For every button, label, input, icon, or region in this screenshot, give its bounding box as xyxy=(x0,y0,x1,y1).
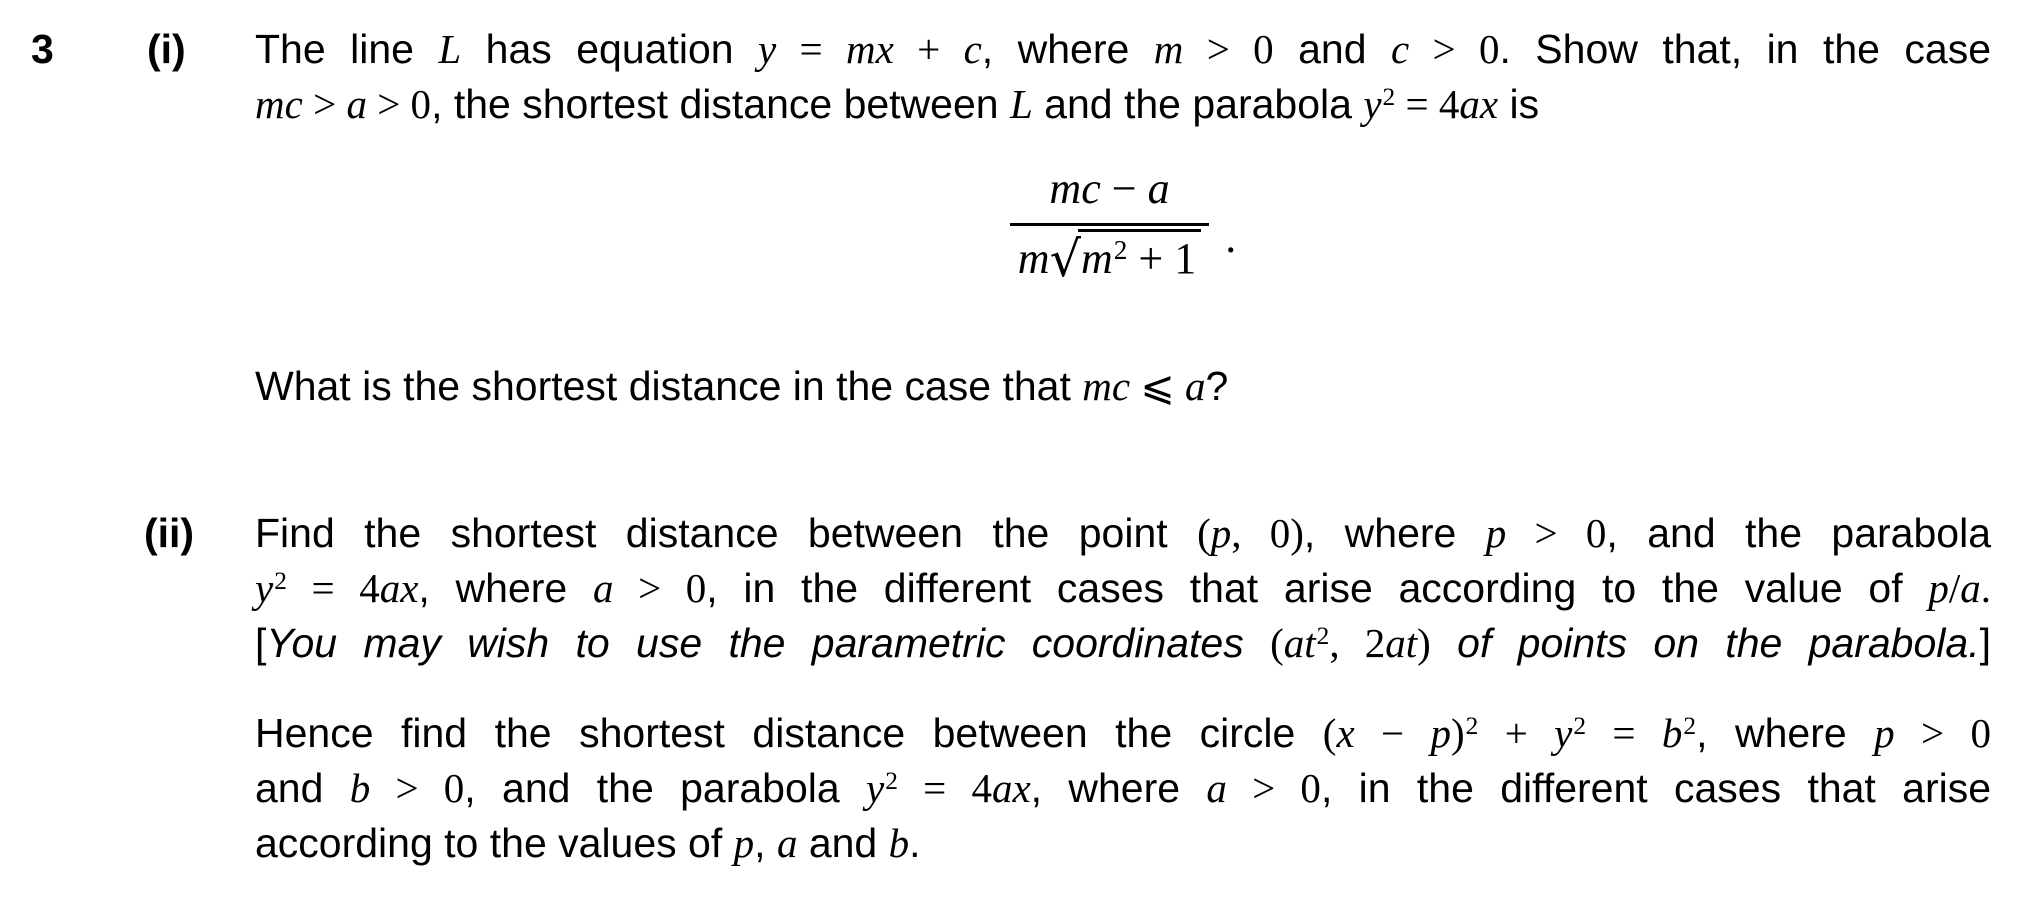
math-variable: a xyxy=(1960,565,1981,611)
denominator-coefficient: m xyxy=(1017,234,1050,283)
question-number: 3 xyxy=(31,26,54,72)
math-roman: ( xyxy=(1322,710,1337,756)
math-variable: x xyxy=(1336,710,1355,756)
part-ii-paragraph-2 xyxy=(255,706,1991,871)
radicand xyxy=(1078,229,1201,283)
math-variable: y xyxy=(1554,710,1573,756)
math-variable: c xyxy=(1390,26,1410,72)
math-roman: = 4 xyxy=(897,765,992,811)
math-superscript: 2 xyxy=(885,767,898,796)
italic-text-run: You may wish to use the parametric coordinates xyxy=(266,620,1271,666)
text-run: , in the different cases that arise according to the value of xyxy=(706,565,1929,611)
math-superscript: 2 xyxy=(1382,83,1396,112)
math-roman: − xyxy=(1100,164,1148,213)
part-ii-line-2 xyxy=(255,561,1991,616)
text-run: and xyxy=(1273,26,1391,72)
text-run: and the parabola xyxy=(1032,81,1364,127)
text-run: is xyxy=(1498,81,1540,127)
math-roman: , 2 xyxy=(1329,620,1386,666)
fraction xyxy=(1010,164,1209,288)
math-superscript: 2 xyxy=(1683,712,1697,741)
text-run: . Show that, in the case xyxy=(1499,26,1992,72)
math-superscript: 2 xyxy=(1316,622,1330,651)
equation-period: . xyxy=(1225,213,1237,262)
math-variable: p xyxy=(733,820,755,866)
italic-text-run: of points on the parabola. xyxy=(1430,620,1980,666)
math-roman: = xyxy=(1586,710,1662,756)
math-roman: > 0 xyxy=(366,81,432,127)
math-roman: > 0 xyxy=(1183,26,1274,72)
text-run: [ xyxy=(255,620,267,666)
part-ii-label: (ii) xyxy=(144,510,195,556)
math-roman: / xyxy=(1948,565,1961,611)
fraction-denominator: $m√m^2 + 1$ xyxy=(1010,223,1209,284)
math-roman: > 0 xyxy=(1226,765,1321,811)
math-variable: y xyxy=(255,565,274,611)
text-run: The line xyxy=(255,26,439,72)
math-variable: ax xyxy=(1459,81,1499,127)
part-i-line-1 xyxy=(255,22,1991,77)
math-superscript: 2 xyxy=(274,567,287,596)
math-roman: ) xyxy=(1417,620,1431,666)
math-roman: ) xyxy=(1450,710,1465,756)
text-run: What is the shortest distance in the case that xyxy=(255,363,1083,409)
math-roman: + xyxy=(1478,710,1555,756)
math-variable: b xyxy=(888,820,910,866)
math-variable: mc xyxy=(1082,363,1131,409)
text-run: , where xyxy=(1696,710,1875,756)
part-i-label: (i) xyxy=(147,26,186,72)
math-variable: m xyxy=(1153,26,1184,72)
math-roman: > xyxy=(302,81,347,127)
math-roman: = 4 xyxy=(1395,81,1460,127)
math-roman: > 0 xyxy=(1506,510,1607,556)
part-ii-hint-line xyxy=(255,616,1991,671)
text-run: , where xyxy=(418,565,593,611)
math-superscript: 2 xyxy=(1465,712,1479,741)
hence-line-2 xyxy=(255,761,1991,816)
math-variable: at xyxy=(1385,620,1418,666)
math-variable: m xyxy=(1080,234,1113,283)
math-variable: p xyxy=(1928,565,1949,611)
part-ii-paragraph-1 xyxy=(255,506,1991,671)
fraction-numerator xyxy=(1010,164,1209,223)
displayed-equation xyxy=(255,164,1991,288)
math-variable: mc xyxy=(1049,164,1101,213)
math-variable: a xyxy=(1184,363,1206,409)
math-variable: at xyxy=(1283,620,1316,666)
math-roman: + xyxy=(893,26,964,72)
text-run: ? xyxy=(1205,363,1229,409)
hence-line-1 xyxy=(255,706,1991,761)
text-run: , where xyxy=(1303,510,1486,556)
math-variable: y xyxy=(1363,81,1382,127)
text-run: , in the different cases that arise xyxy=(1320,765,1992,811)
math-variable: p xyxy=(1430,710,1451,756)
math-roman: > 0 xyxy=(1409,26,1500,72)
math-variable: a xyxy=(776,820,798,866)
math-variable: c xyxy=(963,26,982,72)
math-roman: , 0) xyxy=(1231,510,1304,556)
math-superscript: 2 xyxy=(1113,235,1128,266)
math-variable: L xyxy=(1009,81,1033,127)
math-roman: = xyxy=(776,26,846,72)
math-roman: ⩽ xyxy=(1130,363,1185,409)
part-i-question-line xyxy=(255,359,1991,414)
math-variable: mc xyxy=(255,81,303,127)
math-variable: L xyxy=(438,26,462,72)
text-run: , where xyxy=(1030,765,1207,811)
text-run: , the shortest distance between xyxy=(431,81,1010,127)
math-roman: . xyxy=(1980,565,1991,611)
math-roman: ( xyxy=(1270,620,1284,666)
math-variable: y xyxy=(866,765,885,811)
math-variable: ax xyxy=(991,765,1031,811)
math-roman: ( xyxy=(1197,510,1211,556)
part-ii-line-1 xyxy=(255,506,1991,561)
hence-line-3 xyxy=(255,816,1991,871)
math-variable: p xyxy=(1485,510,1507,556)
text-run: Find the shortest distance between the point xyxy=(255,510,1198,556)
text-run: has equation xyxy=(461,26,759,72)
math-variable: mx xyxy=(846,26,894,72)
part-i-line-2 xyxy=(255,77,1991,132)
text-run: . xyxy=(909,820,921,866)
text-run: , xyxy=(754,820,777,866)
math-variable: y xyxy=(758,26,777,72)
math-variable: a xyxy=(592,565,614,611)
math-roman: > 0 xyxy=(613,565,707,611)
text-run: , and the parabola xyxy=(1606,510,1992,556)
math-roman: − xyxy=(1354,710,1431,756)
math-variable: p xyxy=(1210,510,1232,556)
part-i-question-paragraph xyxy=(255,359,1991,414)
math-variable: p xyxy=(1874,710,1895,756)
math-roman: > 0 xyxy=(1894,710,1991,756)
math-variable: b xyxy=(349,765,371,811)
math-roman: + 1 xyxy=(1127,234,1197,283)
math-roman: > 0 xyxy=(370,765,465,811)
text-run: according to the values of xyxy=(255,820,734,866)
math-variable: b xyxy=(1661,710,1683,756)
math-roman: = 4 xyxy=(286,565,380,611)
text-run: , where xyxy=(981,26,1154,72)
math-variable: a xyxy=(1206,765,1227,811)
math-variable: a xyxy=(346,81,367,127)
math-variable: ax xyxy=(379,565,419,611)
text-run: and xyxy=(255,765,350,811)
text-run: Hence find the shortest distance between the circle xyxy=(255,710,1323,756)
text-run: , and the parabola xyxy=(464,765,867,811)
text-run: and xyxy=(797,820,889,866)
math-superscript: 2 xyxy=(1573,712,1587,741)
text-run: ] xyxy=(1979,620,1991,666)
math-variable: a xyxy=(1147,164,1170,213)
part-i-paragraph xyxy=(255,22,1991,132)
